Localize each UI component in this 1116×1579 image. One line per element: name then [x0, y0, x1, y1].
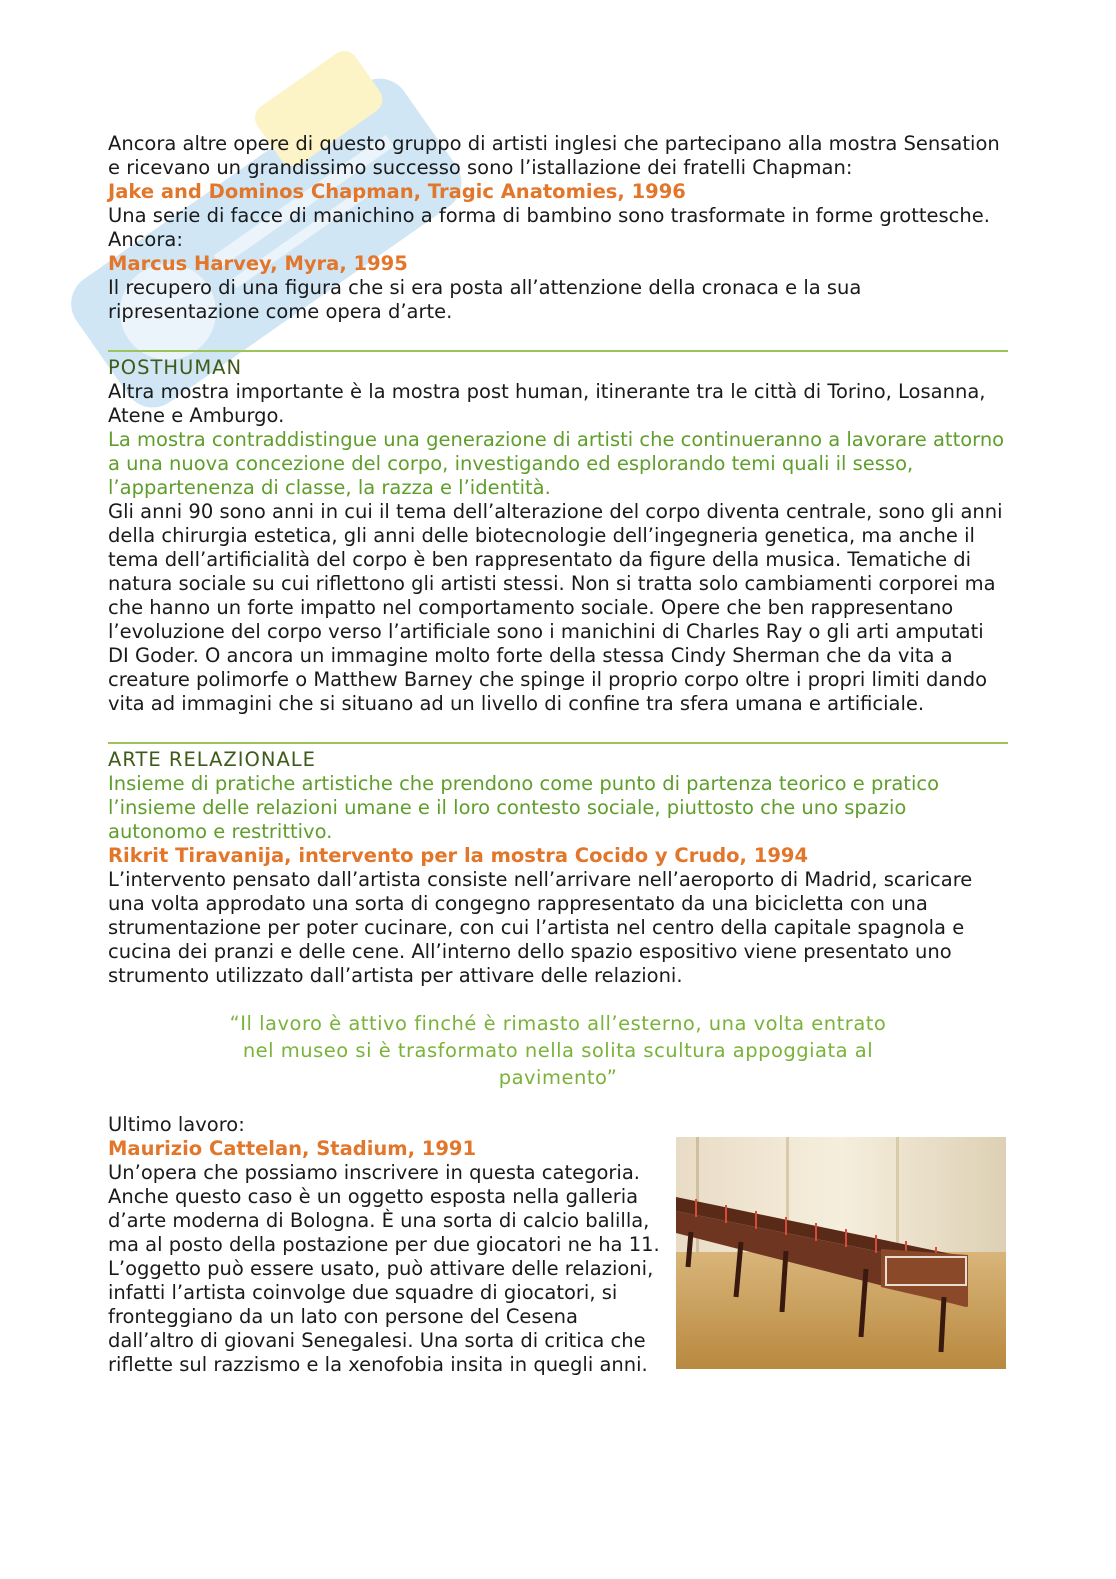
pull-quote: “Il lavoro è attivo finché è rimasto all’esterno, una volta entrato nel museo si è trasformato nella solita scultura appoggiata al pavimento”	[229, 1012, 887, 1089]
section-heading-relazionale: ARTE RELAZIONALE	[108, 748, 316, 771]
work-desc-harvey: Il recupero di una figura che si era posta all’attenzione della cronaca e la sua ripresentazione come opera d’arte.	[108, 276, 862, 323]
posthuman-paragraph-green: La mostra contraddistingue una generazione di artisti che continueranno a lavorare attorno a una nuova concezione del corpo, investigando ed esplorando temi quali il sesso, l’appartenenza di classe, la razza e l’identità.	[108, 428, 1005, 499]
last-work-intro: Ultimo lavoro:	[108, 1113, 245, 1136]
work-desc-tiravanija: L’intervento pensato dall’artista consiste nell’arrivare nell’aeroporto di Madrid, scaricare una volta approdato una sorta di congegno rappresentato da una bicicletta con una strumentazione per poter cucinare, con cui l’artista nel centro della capitale spagnola e cucina dei pranzi e delle cene. All’interno dello spazio espositivo viene presentato uno strumento utilizzato dall’artista per attivare delle relazioni.	[108, 868, 973, 987]
relazionale-definition: Insieme di pratiche artistiche che prendono come punto di partenza teorico e pratico l’insieme delle relazioni umane e il loro contesto sociale, piuttosto che uno spazio autonomo e restrittivo.	[108, 772, 940, 843]
stadium-photo	[676, 1137, 1006, 1369]
section-divider-posthuman	[108, 350, 1008, 352]
work-title-tiravanija: Rikrit Tiravanija, intervento per la mostra Cocido y Crudo, 1994	[108, 844, 809, 867]
section-heading-posthuman: POSTHUMAN	[108, 356, 243, 379]
work-title-cattelan: Maurizio Cattelan, Stadium, 1991	[108, 1137, 477, 1160]
document-page	[108, 132, 1008, 1377]
section-divider-relazionale	[108, 742, 1008, 744]
posthuman-paragraph-1: Altra mostra importante è la mostra post human, itinerante tra le città di Torino, Losanna, Atene e Amburgo.	[108, 380, 986, 427]
work-title-chapman: Jake and Dominos Chapman, Tragic Anatomies, 1996	[108, 180, 686, 203]
work-desc-chapman: Una serie di facce di manichino a forma di bambino sono trasformate in forme grottesche.	[108, 204, 990, 227]
last-work-section	[108, 1113, 1008, 1377]
work-desc-cattelan: Un’opera che possiamo inscrivere in questa categoria. Anche questo caso è un oggetto esposta nella galleria d’arte moderna di Bologna. È una sorta di calcio balilla, ma al posto della postazione per due giocatori ne ha 11. L’oggetto può essere usato, può attivare delle relazioni, infatti l’artista coinvolge due squadre di giocatori, si fronteggiano da un lato con persone del Cesena dall’altro di giovani Senegalesi. Una sorta di critica che riflette sul razzismo e la xenofobia insita in quegli anni.	[108, 1161, 660, 1376]
posthuman-paragraph-3: Gli anni 90 sono anni in cui il tema dell’alterazione del corpo diventa centrale, sono gli anni della chirurgia estetica, gli anni delle biotecnologie dell’ingegneria genetica, ma anche il tema dell’artificialità del corpo è ben rappresentato da figure della musica. Tematiche di natura sociale su cui riflettono gli artisti stessi. Non si tratta solo cambiamenti corporei ma che hanno un forte impatto nel comportamento sociale. Opere che ben rappresentano l’evoluzione del corpo verso l’artificiale sono i manichini di Charles Ray o gli arti amputati DI Goder. O ancora un immagine molto forte della stessa Cindy Sherman che da vita a creature polimorfe o Matthew Barney che spinge il proprio corpo oltre i propri limiti dando vita ad immagini che si situano ad un livello di confine tra sfera umana e artificiale.	[108, 500, 1003, 715]
ancora-label: Ancora:	[108, 228, 183, 251]
work-title-harvey: Marcus Harvey, Myra, 1995	[108, 252, 408, 275]
intro-paragraph: Ancora altre opere di questo gruppo di artisti inglesi che partecipano alla mostra Sensation e ricevano un grandissimo successo sono l’istallazione dei fratelli Chapman:	[108, 132, 1000, 179]
